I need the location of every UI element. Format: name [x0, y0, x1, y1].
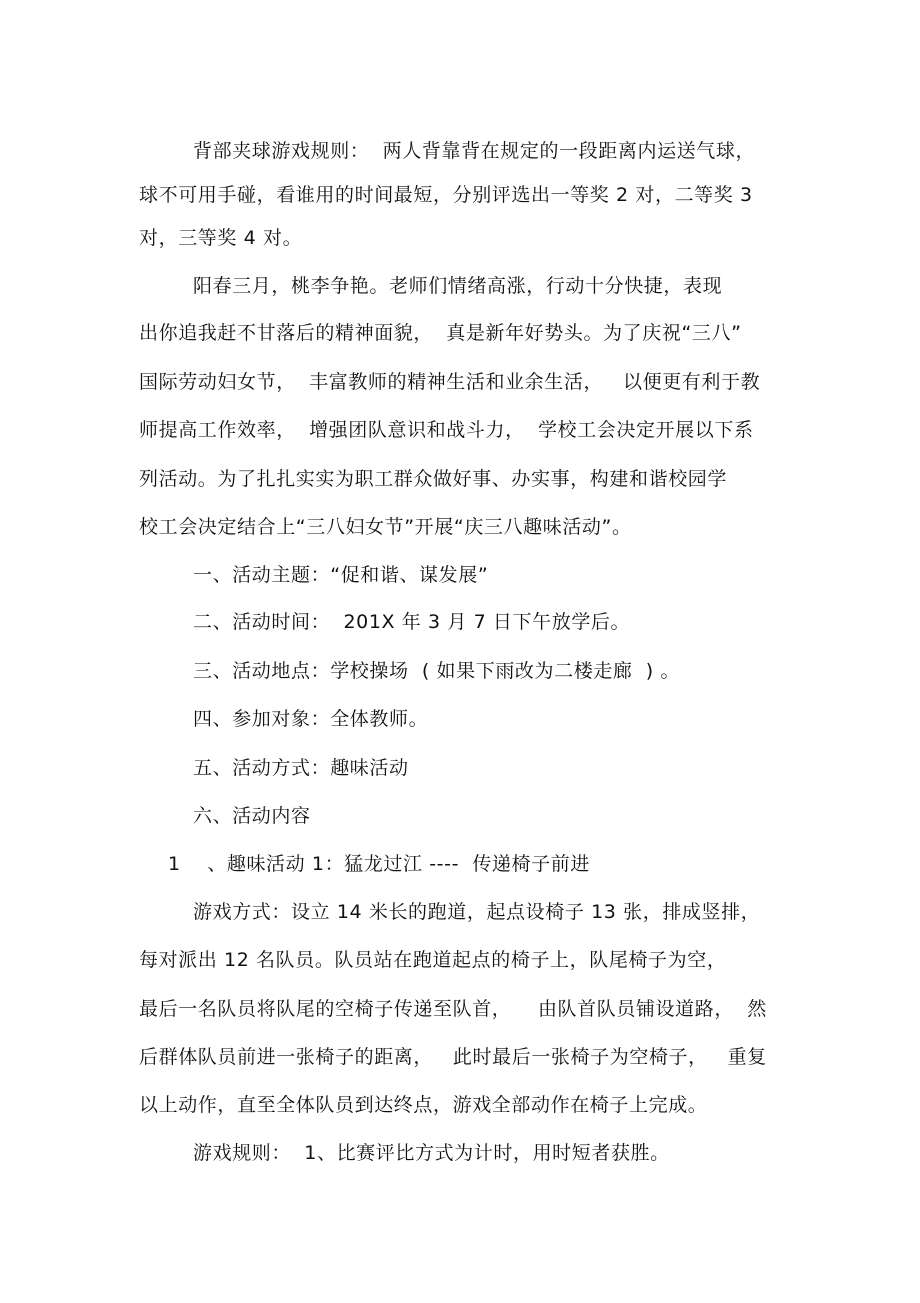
text-line: 师提高工作效率， 增强团队意识和战斗力， 学校工会决定开展以下系 — [139, 419, 754, 441]
text-line: 游戏方式：设立 14 米长的跑道，起点设椅子 13 张，排成竖排， — [193, 901, 761, 923]
text-line: 每对派出 12 名队员。队员站在跑道起点的椅子上，队尾椅子为空， — [139, 949, 727, 971]
text-line: 三、活动地点：学校操场 ( 如果下雨改为二楼走廊 ) 。 — [193, 660, 681, 682]
text-line: 五、活动方式：趣味活动 — [193, 757, 409, 779]
text-line: 背部夹球游戏规则： 两人背靠背在规定的一段距离内运送气球， — [193, 140, 756, 162]
text-line: 四、参加对象：全体教师。 — [193, 708, 429, 730]
text-line: 阳春三月，桃李争艳。老师们情绪高涨，行动十分快捷，表现 — [193, 275, 723, 297]
text-line: 一、活动主题：“促和谐、谋发展” — [193, 564, 489, 586]
text-line: 国际劳动妇女节， 丰富教师的精神生活和业余生活， 以便更有利于教 — [139, 371, 761, 393]
text-line: 出你追我赶不甘落后的精神面貌， 真是新年好势头。为了庆祝“三八” — [139, 322, 742, 344]
text-line: 最后一名队员将队尾的空椅子传递至队首， 由队首队员铺设道路， 然 — [139, 998, 767, 1020]
text-line: 1 、趣味活动 1：猛龙过江 ---- 传递椅子前进 — [168, 853, 590, 875]
text-line: 六、活动内容 — [193, 805, 311, 827]
text-line: 后群体队员前进一张椅子的距离， 此时最后一张椅子为空椅子， 重复 — [139, 1046, 767, 1068]
text-line: 以上动作，直至全体队员到达终点，游戏全部动作在椅子上完成。 — [139, 1094, 708, 1116]
text-line: 对，三等奖 4 对。 — [139, 227, 303, 249]
text-line: 列活动。为了扎扎实实为职工群众做好事、办实事，构建和谐校园学 — [139, 468, 728, 490]
text-line: 二、活动时间： 201X 年 3 月 7 日下午放学后。 — [193, 611, 631, 633]
text-line: 校工会决定结合上“三八妇女节”开展“庆三八趣味活动”。 — [139, 516, 632, 538]
text-line: 游戏规则： 1、比赛评比方式为计时，用时短者获胜。 — [193, 1142, 670, 1164]
text-line: 球不可用手碰，看谁用的时间最短，分别评选出一等奖 2 对，二等奖 3 — [139, 184, 753, 206]
